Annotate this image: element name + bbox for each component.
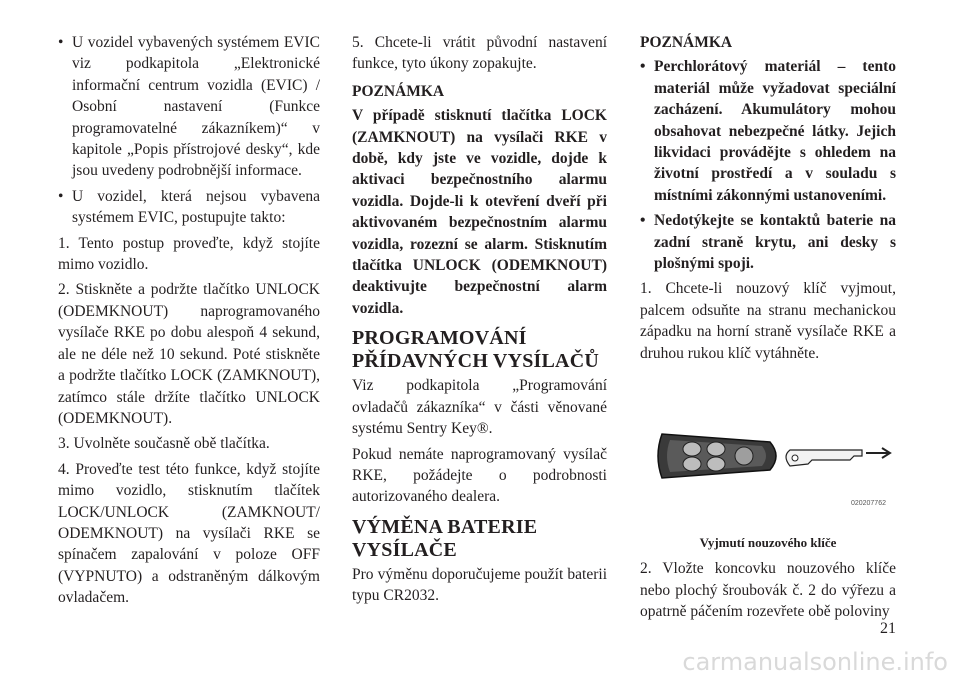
step-4: 4. Proveďte test této funkce, když stojíte mimo vozidlo, stisknutím tlačítek LOCK/UNLOCK (ZAMKNOUT/ ODEMKNOUT) na vysílači RKE se spínačem zapalování v poloze OFF (VYPNUTO) a odstraněným dálkovým ovladačem. xyxy=(58,460,320,607)
battery-paragraph: Pro výměnu doporučujeme použít baterii typu CR2032. xyxy=(352,565,607,605)
note-heading: POZNÁMKA xyxy=(640,34,733,51)
bullet-item xyxy=(58,32,320,182)
key-fob-illustration xyxy=(640,406,896,506)
note-bullet-text: Perchlorátový materiál – tento materiál může vyžadovat speciální zacházení. Akumulátory mohou obsahovat nebezpečné látky. Jejich likvidaci provádějte s ohledem na životní prostředí a v souladu s místními zákonnými ustanoveními. xyxy=(654,58,896,204)
step-3: 3. Uvolněte současně obě tlačítka. xyxy=(58,435,270,453)
note-bullet-text: Nedotýkejte se kontaktů baterie na zadní straně krytu, ani desky s plošnými spoji. xyxy=(654,212,896,273)
bullet-dot: • xyxy=(58,34,64,51)
section-heading-battery: VÝMĚNA BATERIE VYSÍLAČE xyxy=(352,515,538,561)
programming-paragraph-1: Viz podkapitola „Programování ovladačů zákazníka“ v části věnované systému Sentry Key®. xyxy=(352,377,607,438)
step-5: 5. Chcete-li vrátit původní nastavení funkce, tyto úkony zopakujte. xyxy=(352,34,607,73)
bullet-dot: • xyxy=(640,58,646,76)
bullet-text: U vozidel vybavených systémem EVIC viz podkapitola „Elektronické informační centrum vozidla (EVIC) / Osobní nastavení (Funkce programovatelné zákazníkem)“ v kapitole „Popis přístrojové desky“, kde jsou uvedeny podrobnější informace. xyxy=(72,34,320,180)
column-2 xyxy=(352,32,607,611)
page-number: 21 xyxy=(880,620,896,637)
bullet-item xyxy=(58,186,320,229)
key-fob-figure xyxy=(640,406,896,534)
footer-watermark: carmanualsonline.info xyxy=(682,648,948,676)
figure-caption: Vyjmutí nouzového klíče xyxy=(699,535,837,551)
step-1: 1. Chcete-li nouzový klíč vyjmout, palcem odsuňte na stranu mechanickou západku na horní straně vysílače RKE a druhou rukou klíč vytáhněte. xyxy=(640,280,896,362)
bullet-text: U vozidel, která nejsou vybavena systémem EVIC, postupujte takto: xyxy=(72,187,320,227)
note-bullet-item xyxy=(640,56,896,206)
bullet-dot: • xyxy=(640,212,646,230)
column-3 xyxy=(640,32,896,626)
column-1 xyxy=(58,32,320,613)
programming-paragraph-2: Pokud nemáte naprogramovaný vysílač RKE, požádejte o podrobnosti autorizovaného dealera. xyxy=(352,445,607,506)
section-heading-programming: PROGRAMOVÁNÍ PŘÍDAVNÝCH VYSÍLAČŮ xyxy=(352,327,599,373)
bullet-dot: • xyxy=(58,187,64,205)
figure-code: 020207762 xyxy=(850,500,886,508)
note-text: V případě stisknutí tlačítka LOCK (ZAMKNOUT) na vysílači RKE v době, kdy jste ve vozidle, dojde k aktivaci bezpečnostního alarmu vozidla. Dojde-li k otevření dveří při aktivovaném bezpečnostním alarmu vozidla, rozezní se alarm. Stisknutím tlačítka UNLOCK (ODEMKNOUT) deaktivujte bezpečnostní alarm vozidla. xyxy=(352,107,607,317)
note-heading: POZNÁMKA xyxy=(352,82,445,100)
note-bullet-item xyxy=(640,210,896,274)
step-1: 1. Tento postup proveďte, když stojíte mimo vozidlo. xyxy=(58,234,320,274)
step-2: 2. Stiskněte a podržte tlačítko UNLOCK (ODEMKNOUT) naprogramovaného vysílače RKE po dobu alespoň 4 sekund, ale ne déle než 10 sekund. Poté stiskněte a podržte tlačítko LOCK (ZAMKNOUT), zatímco stále držíte tlačítko UNLOCK (ODEMKNOUT). xyxy=(58,281,320,427)
step-2: 2. Vložte koncovku nouzového klíče nebo plochý šroubovák č. 2 do výřezu a opatrně páčením rozevřete obě poloviny xyxy=(640,560,896,620)
